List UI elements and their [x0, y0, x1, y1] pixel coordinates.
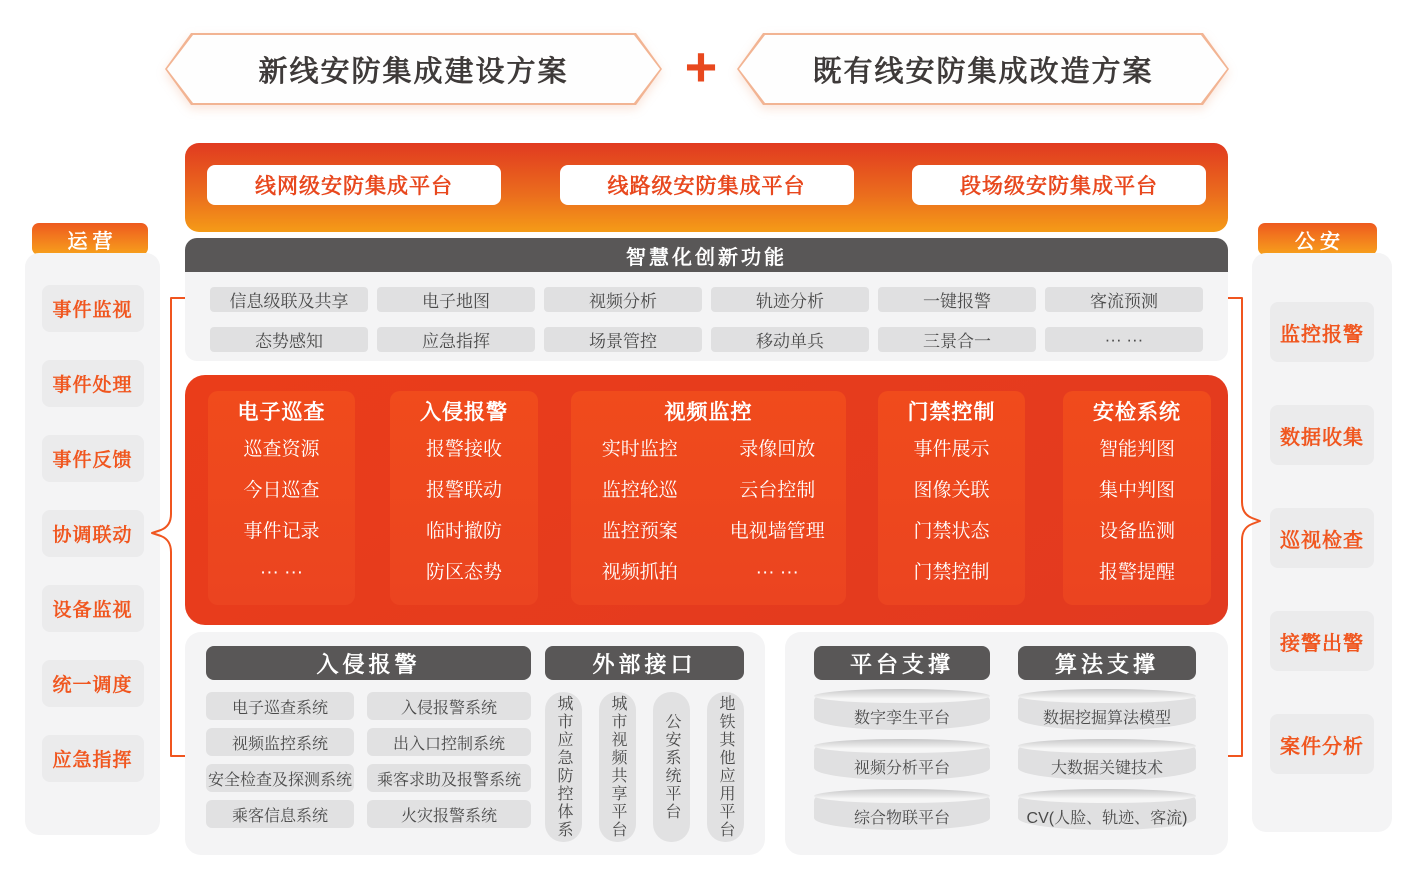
platform-item: 数字孪生平台: [853, 710, 950, 727]
module-title: 电子巡查: [237, 401, 326, 424]
operations-item: 事件监视: [42, 285, 144, 332]
external-interface-item: 城市应急防控体系: [545, 692, 582, 842]
platform-item: 视频分析平台: [853, 760, 950, 777]
smart-functions-grid: [185, 272, 1228, 352]
subsystem-item: 入侵报警系统: [367, 692, 531, 720]
module-item: 图像关联: [913, 480, 990, 501]
function-item: 移动单兵: [711, 327, 869, 352]
algorithm-cylinder: [1018, 746, 1196, 780]
subsystem-item: 乘客求助及报警系统: [367, 764, 531, 792]
algorithm-support-group: [1018, 646, 1196, 830]
plus-icon: +: [684, 34, 718, 98]
platform-support-title: 平台支撑: [814, 646, 990, 680]
platform-item: 综合物联平台: [853, 810, 950, 827]
algorithm-cylinder: [1018, 796, 1196, 830]
banner-existing-line-plan: [737, 33, 1229, 105]
module-title: 视频监控: [664, 401, 753, 424]
module-item: 今日巡查: [243, 480, 320, 501]
subsystem-item: 火灾报警系统: [367, 800, 531, 828]
algorithm-item: 大数据关键技术: [1050, 760, 1163, 777]
function-item: 视频分析: [544, 287, 702, 312]
banner-new-line-plan: [165, 33, 662, 105]
module-item: 事件记录: [243, 521, 320, 542]
module-title: 门禁控制: [907, 401, 996, 424]
function-item: 应急指挥: [377, 327, 535, 352]
banner-existing-line-label: 既有线安防集成改造方案: [812, 55, 1154, 88]
subsystems-group: [206, 646, 531, 828]
police-item: 巡视检查: [1270, 508, 1374, 568]
operations-item: 设备监视: [42, 585, 144, 632]
platform-pill-network: 线网级安防集成平台: [207, 165, 501, 205]
module-electronic-patrol: [208, 391, 355, 605]
module-item: 报警联动: [425, 480, 502, 501]
operations-item: 事件反馈: [42, 435, 144, 482]
subsystems-title: 入侵报警: [206, 646, 531, 680]
module-item: 实时监控: [601, 439, 678, 460]
module-item: 视频抓拍: [601, 562, 678, 583]
subsystem-item: 视频监控系统: [206, 728, 354, 756]
algorithm-cylinder: [1018, 696, 1196, 730]
platform-support-group: [814, 646, 990, 830]
module-item-grid: [571, 429, 846, 593]
function-item: 客流预测: [1045, 287, 1203, 312]
platform-cylinder: [814, 796, 990, 830]
external-interface-item: 地铁其他应用平台: [707, 692, 744, 842]
core-modules-panel: [185, 375, 1228, 625]
module-item-ellipsis: ··· ···: [259, 562, 304, 583]
subsystems-grid: [206, 692, 531, 828]
platform-level-bar: [185, 143, 1228, 232]
algorithm-item: CV(人脸、轨迹、客流): [1026, 810, 1188, 827]
module-item: 防区态势: [425, 562, 502, 583]
platform-cylinder: [814, 696, 990, 730]
operations-item: 统一调度: [42, 660, 144, 707]
sidebar-operations-title: 运营: [32, 223, 148, 255]
module-item: 门禁控制: [913, 562, 990, 583]
sidebar-police-title: 公安: [1258, 223, 1377, 255]
external-interface-item: 公安系统平台: [653, 692, 690, 842]
function-item: 信息级联及共享: [210, 287, 368, 312]
module-item: 智能判图: [1098, 439, 1175, 460]
module-title: 安检系统: [1093, 401, 1181, 424]
algorithm-item: 数据挖掘算法模型: [1042, 710, 1171, 727]
platform-pill-depot: 段场级安防集成平台: [912, 165, 1206, 205]
police-item: 数据收集: [1270, 405, 1374, 465]
module-item: 事件展示: [913, 439, 990, 460]
module-item: 巡查资源: [243, 439, 320, 460]
sidebar-police-panel: [1252, 253, 1392, 832]
subsystem-item: 乘客信息系统: [206, 800, 354, 828]
module-access-control: [878, 391, 1025, 605]
module-intrusion-alarm: [390, 391, 538, 605]
smart-functions-card: [185, 238, 1228, 361]
module-item: 监控轮巡: [601, 480, 678, 501]
module-item: 集中判图: [1098, 480, 1175, 501]
smart-functions-title: 智慧化创新功能: [185, 238, 1228, 272]
external-interfaces-pills: [545, 692, 744, 842]
function-item: 一键报警: [878, 287, 1036, 312]
function-item: 态势感知: [210, 327, 368, 352]
module-item: 监控预案: [601, 521, 678, 542]
module-item: 门禁状态: [913, 521, 990, 542]
module-item: 云台控制: [739, 480, 816, 501]
subsystem-item: 安全检查及探测系统: [206, 764, 354, 792]
external-interface-item: 城市视频共享平台: [599, 692, 636, 842]
external-interfaces-title: 外部接口: [545, 646, 744, 680]
module-security-check: [1063, 391, 1211, 605]
function-item: 三景合一: [878, 327, 1036, 352]
function-item: 场景管控: [544, 327, 702, 352]
module-title: 入侵报警: [420, 401, 508, 424]
operations-item: 协调联动: [42, 510, 144, 557]
module-item-ellipsis: ··· ···: [755, 562, 799, 583]
banner-new-line-label: 新线安防集成建设方案: [258, 55, 569, 88]
module-item: 录像回放: [739, 439, 816, 460]
police-item: 接警出警: [1270, 611, 1374, 671]
operations-item: 事件处理: [42, 360, 144, 407]
subsystem-item: 出入口控制系统: [367, 728, 531, 756]
module-item: 报警提醒: [1098, 562, 1175, 583]
algorithm-support-title: 算法支撑: [1018, 646, 1196, 680]
subsystem-item: 电子巡查系统: [206, 692, 354, 720]
support-card: [785, 632, 1228, 855]
function-item: 轨迹分析: [711, 287, 869, 312]
sidebar-operations-panel: [25, 253, 160, 835]
police-item: 监控报警: [1270, 302, 1374, 362]
platform-cylinder: [814, 746, 990, 780]
module-video-surveillance: [571, 391, 846, 605]
module-item: 报警接收: [425, 439, 502, 460]
subsystems-card: [185, 632, 765, 855]
module-item: 设备监测: [1098, 521, 1175, 542]
function-item-ellipsis: ··· ···: [1045, 327, 1203, 352]
function-item: 电子地图: [377, 287, 535, 312]
platform-pill-line: 线路级安防集成平台: [560, 165, 854, 205]
operations-item: 应急指挥: [42, 735, 144, 782]
module-item: 电视墙管理: [729, 521, 825, 542]
external-interfaces-group: [545, 646, 744, 842]
police-item: 案件分析: [1270, 714, 1374, 774]
module-item: 临时撤防: [425, 521, 502, 542]
